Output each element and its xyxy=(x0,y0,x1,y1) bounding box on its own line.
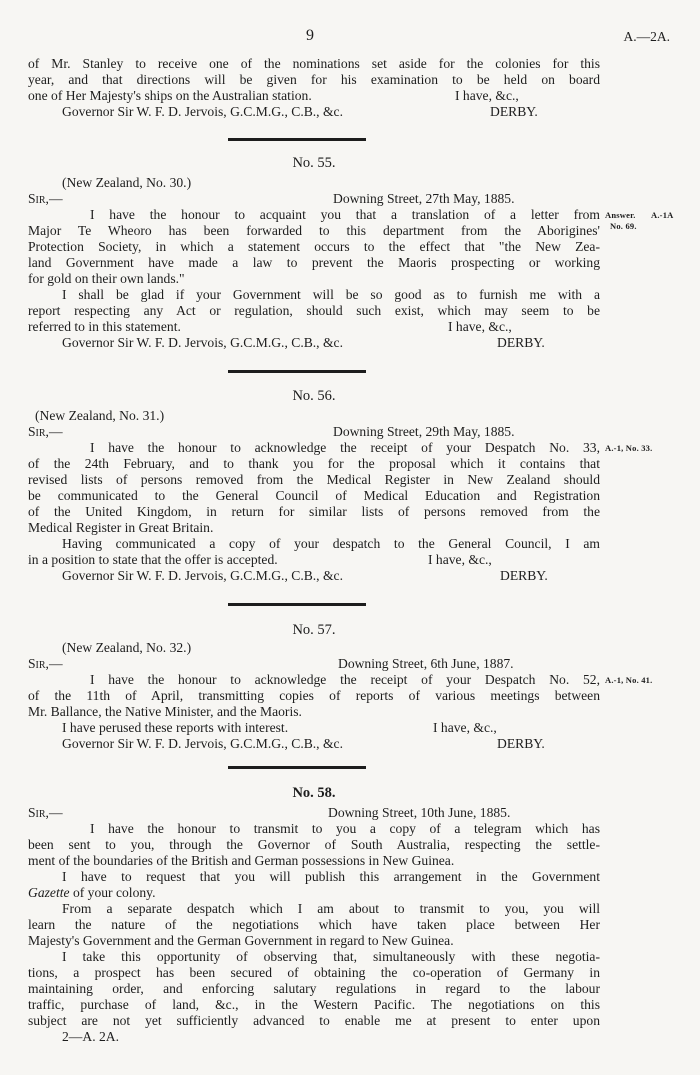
text-line: Having communicated a copy of your despatch to the General Council, I am xyxy=(62,536,600,551)
text-line: I have to request that you will publish this arrangement in the Government xyxy=(62,869,600,884)
salutation: Sir,— xyxy=(28,656,63,671)
closing: I have, &c., xyxy=(448,319,512,334)
text-line: year, and that directions will be given for his examination to be held on board xyxy=(28,72,600,87)
text-line: of the United Kingdom, in return for similar lists of persons removed from the xyxy=(28,504,600,519)
despatch-number: No. 56. xyxy=(292,388,336,404)
text-line: tions, a prospect has been secured of obtaining the co-operation of Germany in xyxy=(28,965,600,980)
text-line: subject are not yet sufficiently advanced to enable me at present to enter upon xyxy=(28,1013,600,1028)
signature: DERBY. xyxy=(500,568,548,583)
section-divider xyxy=(228,370,366,373)
recipient: Governor Sir W. F. D. Jervois, G.C.M.G., C.B., &c. xyxy=(62,335,343,350)
signature: DERBY. xyxy=(497,736,545,751)
section-divider xyxy=(228,603,366,606)
salutation: Sir,— xyxy=(28,805,63,820)
text-line: in a position to state that the offer is accepted. xyxy=(28,552,278,567)
gazette-word: Gazette xyxy=(28,885,70,900)
despatch-series: (New Zealand, No. 31.) xyxy=(35,408,165,423)
place-date: Downing Street, 6th June, 1887. xyxy=(338,656,514,671)
text-line: Mr. Ballance, the Native Minister, and the Maoris. xyxy=(28,704,302,719)
recipient: Governor Sir W. F. D. Jervois, G.C.M.G., C.B., &c. xyxy=(62,568,343,583)
place-date: Downing Street, 29th May, 1885. xyxy=(333,424,515,439)
margin-note: No. 69. xyxy=(610,221,637,231)
text-line: one of Her Majesty's ships on the Australian station. xyxy=(28,88,312,103)
text-line: of the 24th February, and to thank you for the proposal which it contains that xyxy=(28,456,600,471)
place-date: Downing Street, 10th June, 1885. xyxy=(328,805,511,820)
text-line: learn the nature of the negotiations which have taken place between Her xyxy=(28,917,600,932)
closing: I have, &c., xyxy=(428,552,492,567)
closing: I have, &c., xyxy=(433,720,497,735)
text-line: I have the honour to transmit to you a copy of a telegram which has xyxy=(90,821,600,836)
text-line: I have the honour to acquaint you that a translation of a letter from xyxy=(90,207,600,222)
section-divider xyxy=(228,766,366,769)
text-line: I have the honour to acknowledge the receipt of your Despatch No. 52, xyxy=(90,672,600,687)
despatch-number: No. 58. xyxy=(292,785,336,801)
text-line: report respecting any Act or regulation, should such exist, which may seem to be xyxy=(28,303,600,318)
text-line: I have the honour to acknowledge the receipt of your Despatch No. 33, xyxy=(90,440,600,455)
margin-note: A.-1, No. 41. xyxy=(605,675,653,685)
despatch-number: No. 57. xyxy=(292,622,336,638)
section-divider xyxy=(228,138,366,141)
text-line: I shall be glad if your Government will be so good as to furnish me with a xyxy=(62,287,600,302)
salutation: Sir,— xyxy=(28,191,63,206)
text-line: I take this opportunity of observing that, simultaneously with these negotia- xyxy=(62,949,600,964)
place-date: Downing Street, 27th May, 1885. xyxy=(333,191,515,206)
text-fragment: of your colony. xyxy=(72,885,156,900)
text-line: ment of the boundaries of the British and German possessions in New Guinea. xyxy=(28,853,455,868)
text-line: Major Te Wheoro has been forwarded to this department from the Aborigines' xyxy=(28,223,600,238)
signature: DERBY. xyxy=(490,104,538,119)
text-line: revised lists of persons removed from the Medical Register in New Zealand should xyxy=(28,472,600,487)
document-reference: A.—2A. xyxy=(623,29,670,44)
text-line: Protection Society, in which a statement occurs to the effect that "the New Zea- xyxy=(28,239,600,254)
text-line: maintaining order, and enforcing salutary regulations in regard to the labour xyxy=(28,981,600,996)
text-line: referred to in this statement. xyxy=(28,319,181,334)
text-line: of the 11th of April, transmitting copies of reports of various meetings between xyxy=(28,688,600,703)
salutation: Sir,— xyxy=(28,424,63,439)
despatch-number: No. 55. xyxy=(292,155,336,171)
text-line: I have perused these reports with interest. xyxy=(62,720,289,735)
page-number: 9 xyxy=(306,27,314,44)
text-line: be communicated to the General Council of Medical Education and Registration xyxy=(28,488,600,503)
despatch-series: (New Zealand, No. 30.) xyxy=(62,175,192,190)
text-line: Majesty's Government and the German Government in regard to New Guinea. xyxy=(28,933,454,948)
signature: DERBY. xyxy=(497,335,545,350)
margin-note: A.-1, No. 33. xyxy=(605,443,653,453)
text-line: of Mr. Stanley to receive one of the nominations set aside for the colonies for this xyxy=(28,56,600,71)
text-line xyxy=(28,885,600,901)
text-line: traffic, purchase of land, &c., in the Western Pacific. The negotiations on this xyxy=(28,997,600,1012)
recipient: Governor Sir W. F. D. Jervois, G.C.M.G., C.B., &c. xyxy=(62,736,343,751)
text-line: been sent to you, through the Governor of South Australia, respecting the settle- xyxy=(28,837,600,852)
margin-note: A.-1A xyxy=(651,210,674,220)
despatch-series: (New Zealand, No. 32.) xyxy=(62,640,192,655)
recipient: Governor Sir W. F. D. Jervois, G.C.M.G., C.B., &c. xyxy=(62,104,343,119)
margin-note: Answer. xyxy=(605,210,636,220)
text-line: land Government have made a law to prevent the Maoris prospecting or working xyxy=(28,255,600,270)
text-line: Medical Register in Great Britain. xyxy=(28,520,214,535)
closing: I have, &c., xyxy=(455,88,519,103)
text-line: From a separate despatch which I am about to transmit to you, you will xyxy=(62,901,600,916)
text-line: for gold on their own lands." xyxy=(28,271,185,286)
signature-mark: 2—A. 2A. xyxy=(62,1029,120,1044)
